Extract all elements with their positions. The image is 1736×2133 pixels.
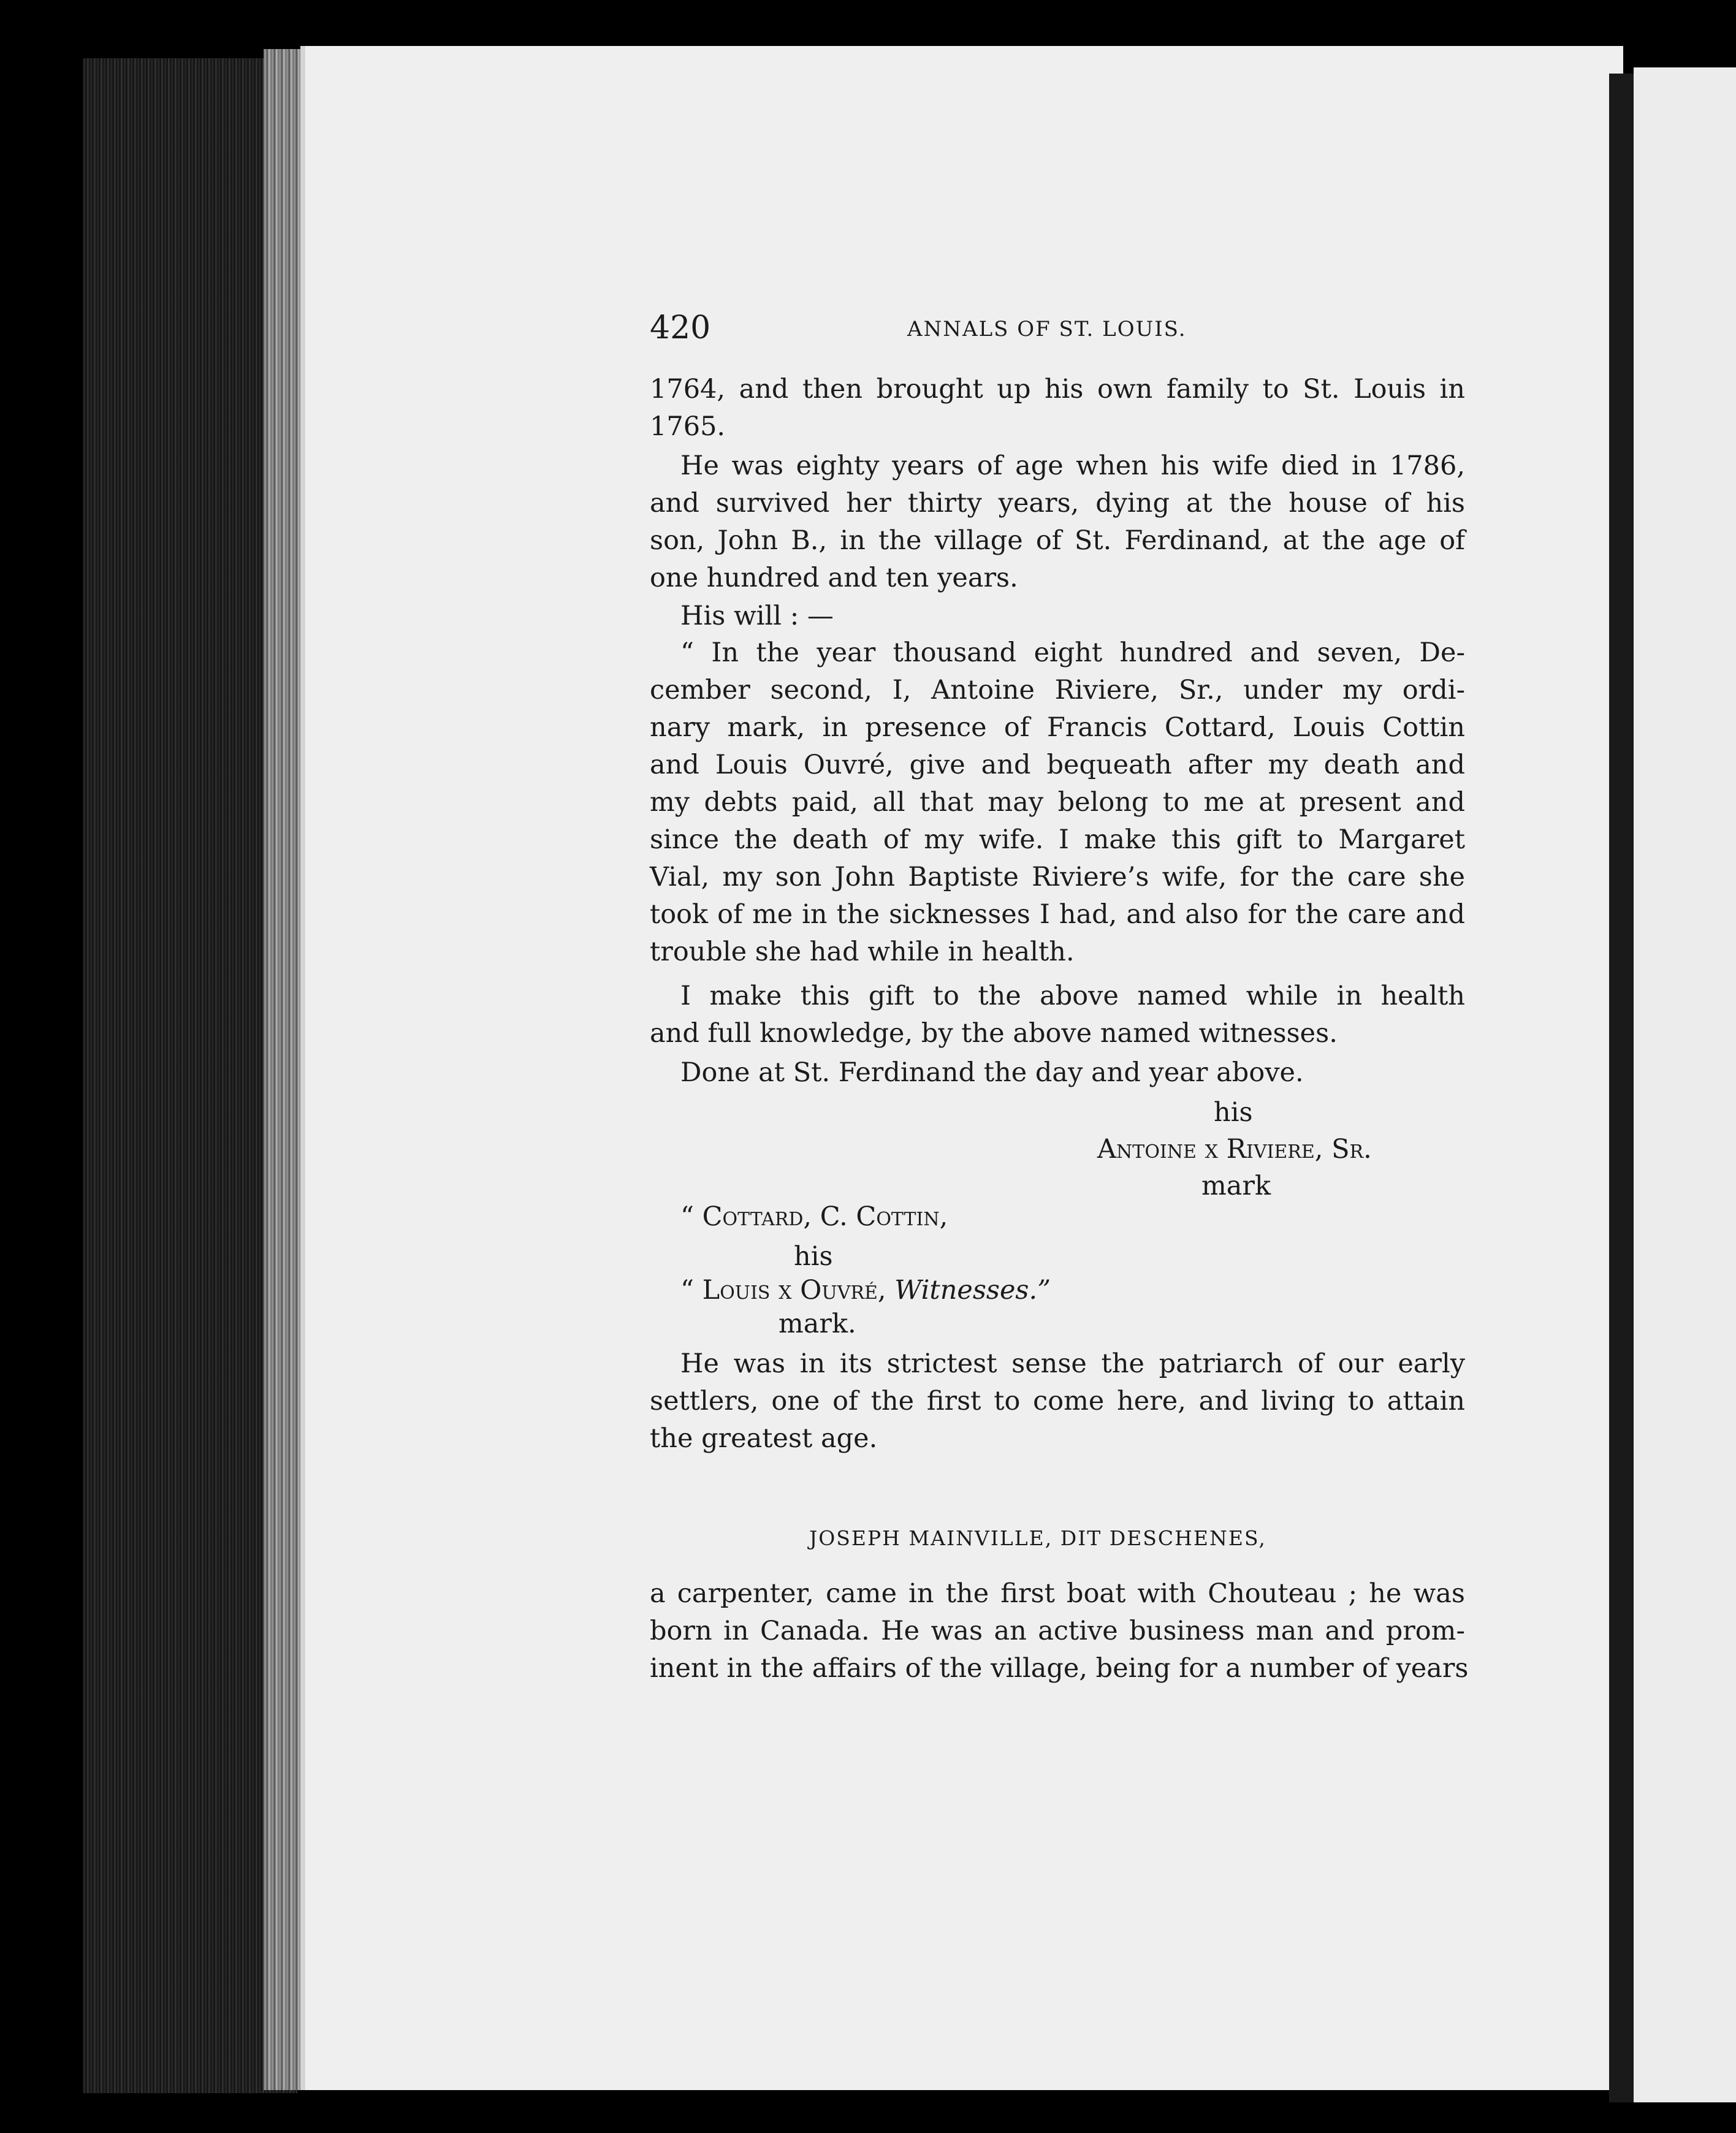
signature-his: his — [1214, 1097, 1253, 1128]
text-line: “ In the year thousand eight hundred and seven, De- — [680, 637, 1465, 668]
text-line: and full knowledge, by the above named witnesses. — [650, 1018, 1338, 1049]
witness-role: Witnesses.” — [894, 1275, 1051, 1306]
text-line: a carpenter, came in the first boat with Chouteau ; he was — [650, 1578, 1465, 1609]
done-line — [650, 1054, 1465, 1092]
witness-line-1: “ Cottard, C. Cottin, — [680, 1201, 948, 1232]
text-line: trouble she had while in health. — [650, 937, 1075, 967]
witness-name: “ Louis x Ouvré, — [680, 1275, 886, 1306]
paragraph-age — [650, 447, 1465, 597]
witness-mark: mark. — [779, 1309, 856, 1339]
text-line: Done at St. Ferdinand the day and year above. — [680, 1057, 1304, 1088]
paragraph-mainville — [650, 1575, 1469, 1687]
paragraph-patriarch — [650, 1345, 1465, 1458]
text-line: and survived her thirty years, dying at the house of his — [650, 488, 1465, 519]
paragraph-continuation — [650, 371, 1465, 446]
will-intro — [650, 598, 1465, 635]
section-heading: JOSEPH MAINVILLE, DIT DESCHENES, — [809, 1526, 1266, 1550]
text-line: He was eighty years of age when his wife died in 1786, — [680, 451, 1465, 481]
signature-name: Antoine x Riviere, Sr. — [1097, 1134, 1372, 1165]
text-line: cember second, I, Antoine Riviere, Sr., under my ordi- — [650, 675, 1465, 705]
text-line: nary mark, in presence of Francis Cottard, Louis Cottin — [650, 712, 1465, 743]
text-line: took of me in the sicknesses I had, and also for the care and — [650, 899, 1465, 930]
text-line: 1765. — [650, 411, 726, 442]
page-header — [650, 310, 1459, 346]
text-line: my debts paid, all that may belong to me at present and — [650, 787, 1465, 818]
signature-mark: mark — [1201, 1171, 1271, 1201]
text-line: 1764, and then brought up his own family to St. Louis in — [650, 374, 1465, 405]
text-line: since the death of my wife. I make this gift to Margaret — [650, 824, 1465, 855]
text-line: He was in its strictest sense the patriarch of our early — [680, 1348, 1465, 1379]
text-line: born in Canada. He was an active business man and prom- — [650, 1616, 1465, 1646]
text-line: I make this gift to the above named while in health — [680, 981, 1465, 1011]
book-page-edges — [264, 49, 300, 2090]
running-head: ANNALS OF ST. LOUIS. — [907, 317, 1187, 341]
text-line: one hundred and ten years. — [650, 563, 1018, 593]
text-line: His will : — — [680, 601, 834, 631]
text-line: the greatest age. — [650, 1423, 878, 1454]
text-line: settlers, one of the first to come here, and living to attain — [650, 1386, 1465, 1416]
witness-line-2 — [680, 1275, 1051, 1306]
text-line: Vial, my son John Baptiste Riviere’s wife, for the care she — [650, 862, 1465, 892]
book-gutter — [1609, 74, 1634, 2102]
page-number: 420 — [650, 310, 711, 346]
facing-page — [1634, 67, 1736, 2102]
witness-his: his — [794, 1241, 833, 1272]
text-line: son, John B., in the village of St. Ferdinand, at the age of — [650, 525, 1465, 556]
will-text — [650, 634, 1465, 971]
text-line: inent in the affairs of the village, being for a number of years — [650, 1653, 1469, 1684]
text-line: and Louis Ouvré, give and bequeath after my death and — [650, 750, 1465, 780]
will-text-continued — [650, 978, 1465, 1052]
